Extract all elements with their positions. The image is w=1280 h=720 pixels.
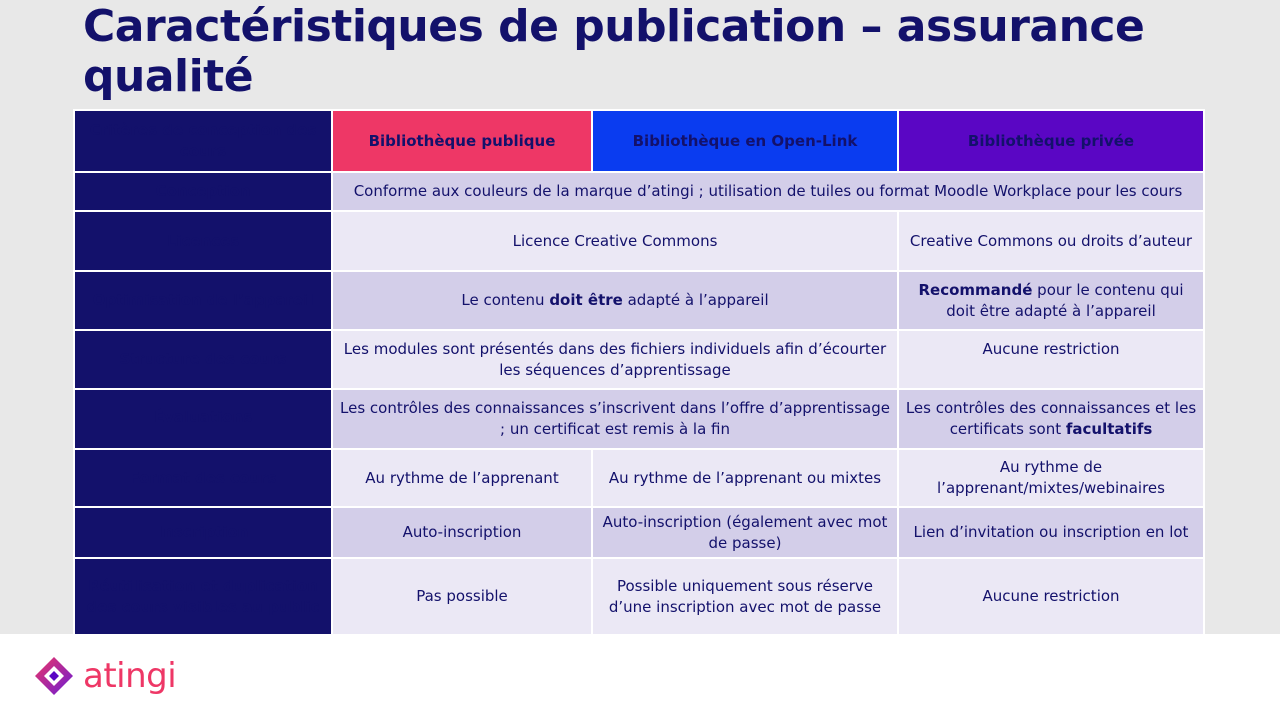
row-label-optimisation: Optimisation de l’appareil <box>74 271 332 330</box>
cell-structure-private: Aucune restriction <box>898 330 1204 389</box>
atingi-logo-wordmark: atingi <box>83 656 177 696</box>
cell-optimisation-public-openlink <box>332 271 898 330</box>
cell-inscription-public: Auto-inscription <box>332 507 592 558</box>
cell-optimisation-private <box>898 271 1204 330</box>
text: pour le contenu qui doit être adapté à l’appareil <box>946 280 1184 320</box>
text: Les contrôles des connaissances et les certificats sont <box>905 399 1197 438</box>
table-header-row <box>74 110 1204 172</box>
table-row <box>74 271 1204 330</box>
atingi-logo <box>33 654 176 698</box>
cell-evaluations-public-openlink: Les contrôles des connaissances s’inscrivent dans l’offre d’apprentissage ; un certificat est remis à la fin <box>332 389 898 449</box>
header-criteria: Critères de conception des cours <box>74 110 332 172</box>
cell-format-openlink: Au rythme de l’apprenant ou mixtes <box>592 449 898 507</box>
table-row <box>74 330 1204 389</box>
atingi-logo-icon <box>33 655 75 697</box>
cell-conception-all: Conforme aux couleurs de la marque d’atingi ; utilisation de tuiles ou format Moodle Workplace pour les cours <box>332 172 1204 211</box>
cell-licences-private: Creative Commons ou droits d’auteur <box>898 211 1204 271</box>
table-row <box>74 172 1204 211</box>
row-label-licences: Licences <box>74 211 332 271</box>
cell-reutilisation-public: Pas possible <box>332 558 592 635</box>
cell-licences-public-openlink: Licence Creative Commons <box>332 211 898 271</box>
row-label-reutilisation: Réutilisation et duplication des cours visibles au public <box>74 558 332 635</box>
row-label-evaluations: Évaluations <box>74 389 332 449</box>
table-row <box>74 507 1204 558</box>
cell-format-public: Au rythme de l’apprenant <box>332 449 592 507</box>
row-label-format: Format des cours <box>74 449 332 507</box>
emphasis: doit être <box>549 291 623 309</box>
text: adapté à l’appareil <box>622 291 769 309</box>
table-row <box>74 211 1204 271</box>
table-row <box>74 389 1204 449</box>
cell-structure-public-openlink: Les modules sont présentés dans des fichiers individuels afin d’écourter les séquences d’apprentissage <box>332 330 898 389</box>
row-label-structure: Structure des cours <box>74 330 332 389</box>
emphasis: facultatifs <box>1065 420 1153 438</box>
table-row <box>74 558 1204 635</box>
cell-reutilisation-openlink: Possible uniquement sous réserve d’une inscription avec mot de passe <box>592 558 898 635</box>
cell-evaluations-private <box>898 389 1204 449</box>
header-private-library: Bibliothèque privée <box>898 110 1204 172</box>
header-public-library: Bibliothèque publique <box>332 110 592 172</box>
row-label-conception: Conception <box>74 172 332 211</box>
header-openlink-library: Bibliothèque en Open-Link <box>592 110 898 172</box>
page-title: Caractéristiques de publication – assurance qualité <box>83 1 1145 102</box>
publication-table <box>73 109 1205 636</box>
cell-reutilisation-private: Aucune restriction <box>898 558 1204 635</box>
table-row <box>74 449 1204 507</box>
emphasis: Recommandé <box>918 280 1033 299</box>
text: Le contenu <box>461 291 550 309</box>
cell-inscription-openlink: Auto-inscription (également avec mot de passe) <box>592 507 898 558</box>
cell-format-private: Au rythme de l’apprenant/mixtes/webinaires <box>898 449 1204 507</box>
cell-inscription-private: Lien d’invitation ou inscription en lot <box>898 507 1204 558</box>
row-label-inscription: Inscription <box>74 507 332 558</box>
